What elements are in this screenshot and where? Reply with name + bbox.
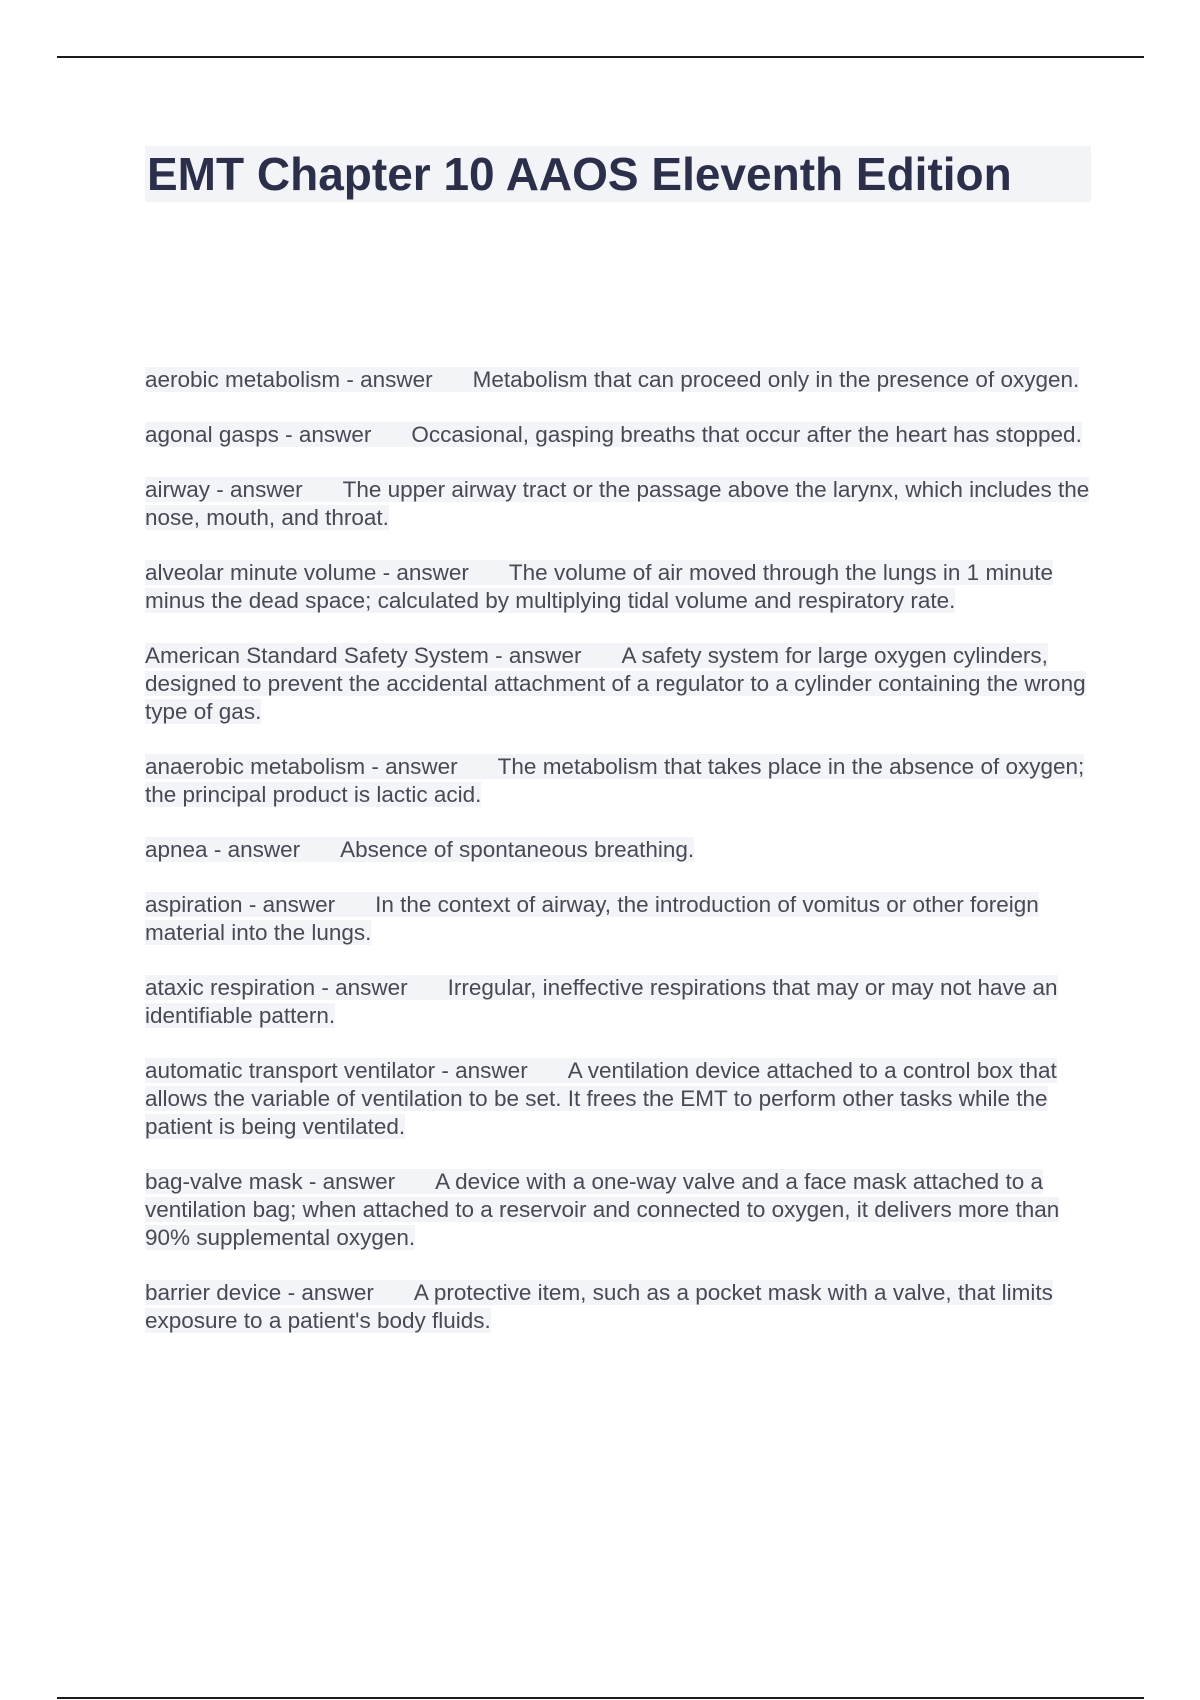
glossary-entry <box>145 1057 1090 1141</box>
entry-term: ataxic respiration <box>145 975 316 1000</box>
glossary-entry <box>145 559 1090 615</box>
entry-separator: - answer <box>287 1280 374 1305</box>
entry-definition: The metabolism that takes place in the absence of oxygen; the principal product is lactic acid. <box>145 754 1085 807</box>
entry-definition: A safety system for large oxygen cylinders, designed to prevent the accidental attachment of a regulator to a cylinder containing the wrong type of gas. <box>145 643 1086 724</box>
entry-separator: - answer <box>371 754 458 779</box>
entry-definition: A ventilation device attached to a control box that allows the variable of ventilation to be set. It frees the EMT to perform other tasks while the patient is being ventilated. <box>145 1058 1057 1139</box>
entry-separator: - answer <box>308 1169 396 1194</box>
entry-term: aerobic metabolism <box>145 367 341 392</box>
glossary-entry <box>145 753 1090 809</box>
entry-separator: - answer <box>441 1058 528 1083</box>
entry-separator: - answer <box>346 367 433 392</box>
entry-definition: A protective item, such as a pocket mask with a valve, that limits exposure to a patient's body fluids. <box>145 1280 1053 1333</box>
document-title: EMT Chapter 10 AAOS Eleventh Edition <box>145 146 1091 202</box>
entry-term: American Standard Safety System <box>145 643 489 668</box>
entry-separator: - answer <box>213 837 301 862</box>
entry-definition: The volume of air moved through the lungs in 1 minute minus the dead space; calculated by multiplying tidal volume and respiratory rate. <box>145 560 1053 613</box>
entry-term: agonal gasps <box>145 422 279 447</box>
entry-definition: Occasional, gasping breaths that occur after the heart has stopped. <box>411 422 1082 447</box>
entry-term: automatic transport ventilator <box>145 1058 436 1083</box>
entry-separator: - answer <box>285 422 372 447</box>
entry-term: bag-valve mask <box>145 1169 303 1194</box>
glossary-entry <box>145 974 1090 1030</box>
entry-term: anaerobic metabolism <box>145 754 366 779</box>
entry-definition: A device with a one-way valve and a face mask attached to a ventilation bag; when attached to a reservoir and connected to oxygen, it delivers more than 90% supplemental oxygen. <box>145 1169 1060 1250</box>
entry-definition: The upper airway tract or the passage above the larynx, which includes the nose, mouth, and throat. <box>145 477 1090 530</box>
entry-term: airway <box>145 477 211 502</box>
top-divider <box>57 56 1144 58</box>
glossary-entry <box>145 476 1090 532</box>
entry-separator: - answer <box>495 643 582 668</box>
entry-separator: - answer <box>382 560 469 585</box>
glossary-entry <box>145 1168 1090 1252</box>
entry-separator: - answer <box>321 975 408 1000</box>
entry-definition: Metabolism that can proceed only in the presence of oxygen. <box>472 367 1080 392</box>
glossary-entry <box>145 1279 1090 1335</box>
glossary-entry <box>145 891 1090 947</box>
entry-term: barrier device <box>145 1280 282 1305</box>
entry-term: apnea <box>145 837 208 862</box>
glossary-list <box>145 366 1090 1362</box>
bottom-divider <box>57 1697 1144 1699</box>
glossary-entry <box>145 421 1090 449</box>
entry-definition: In the context of airway, the introduction of vomitus or other foreign material into the lungs. <box>145 892 1039 945</box>
glossary-entry <box>145 836 1090 864</box>
entry-term: alveolar minute volume <box>145 560 377 585</box>
entry-separator: - answer <box>248 892 336 917</box>
entry-definition: Irregular, ineffective respirations that may or may not have an identifiable pattern. <box>145 975 1058 1028</box>
glossary-entry <box>145 642 1090 726</box>
entry-term: aspiration <box>145 892 243 917</box>
entry-definition: Absence of spontaneous breathing. <box>340 837 695 862</box>
glossary-entry <box>145 366 1090 394</box>
entry-separator: - answer <box>216 477 303 502</box>
